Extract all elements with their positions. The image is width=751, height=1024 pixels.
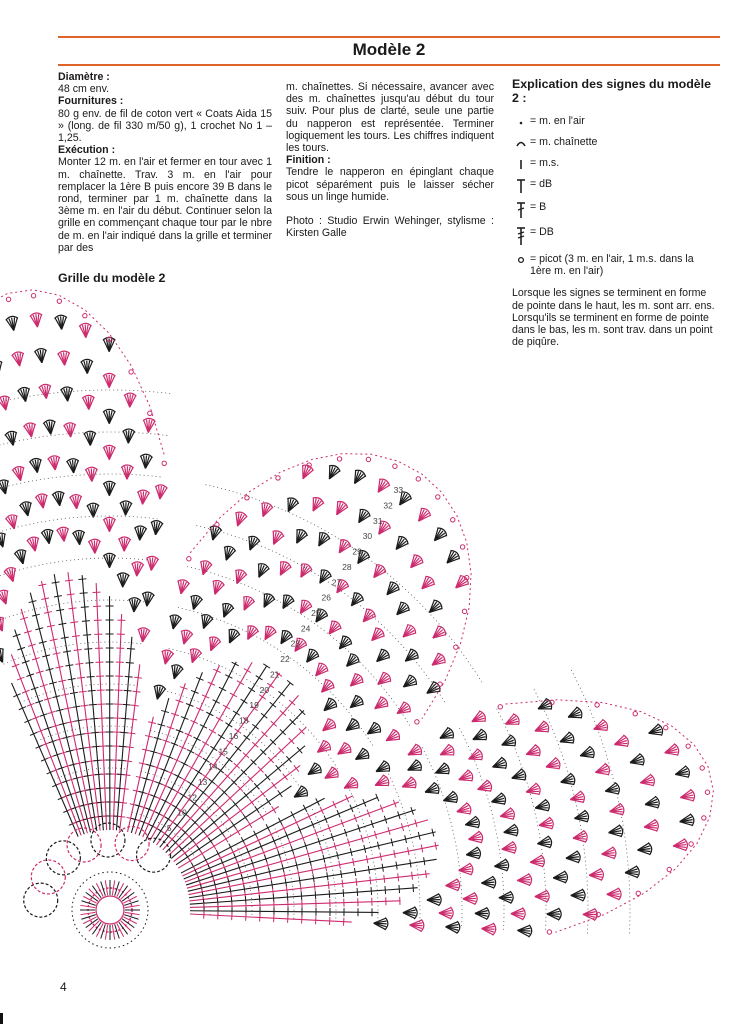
round-label: 18 (239, 715, 249, 726)
finish-heading: Finition : (286, 154, 331, 167)
finish-text: Tendre le napperon en épinglant chaque picot séparément puis le laisser sécher sous un linge humide. (286, 166, 494, 203)
round-label: 12 (187, 792, 197, 803)
supplies-heading: Fournitures : (58, 95, 124, 108)
supplies-text: 80 g env. de fil de coton vert « Coats Aida 15 » (long. de fil 330 m/50 g), 1 crochet No 1 – 1,25. (58, 107, 272, 145)
diameter-text: 48 cm env. (58, 83, 110, 96)
legend-item-slip-stitch: = m. chaînette (512, 136, 717, 150)
grid-title: Grille du modèle 2 (58, 271, 166, 285)
round-label: 15 (218, 746, 228, 757)
round-label: 19 (249, 700, 259, 711)
round-label: 29 (352, 546, 362, 557)
round-label: 5 (166, 823, 172, 834)
round-label: 13 (197, 777, 208, 788)
execution-heading: Exécution : (58, 144, 116, 157)
legend-item-single-crochet: = m.s. (512, 157, 717, 171)
page-title: Modèle 2 (352, 40, 426, 59)
execution-text-1: Monter 12 m. en l'air et fermer en tour avec 1 m. chaînette. Trav. 3 m. en l'air pour remplacer la 1ère B puis encore 39 B dans le rond, terminer par 1 m. chaînette dans la 3ème m. en l'air du début. Continuer selon la grille en commençant chaque tour par le nbre de m. en l'air indiqué dans la grille et terminer par des (58, 156, 272, 254)
round-label: 25 (311, 608, 321, 619)
legend-item-double-crochet: = B (512, 201, 717, 219)
legend-item-picot: = picot (3 m. en l'air, 1 m.s. dans la 1ère m. en l'air) (512, 253, 717, 277)
corner-mark (0, 1013, 3, 1024)
round-label: 10 (177, 807, 187, 818)
execution-text-2: m. chaînettes. Si nécessaire, avancer avec des m. chaînettes jusqu'au début du tour suiv. Pour plus de clarté, seule une partie du napperon est représentée. Terminer logiquement les tours. Les chiffres indiquent les tours. (286, 81, 494, 155)
round-label: 27 (331, 577, 342, 588)
round-label: 33 (393, 485, 404, 496)
page-number: 4 (60, 980, 67, 994)
round-label: 28 (342, 561, 352, 572)
legend-title: Explication des signes du modèle 2 : (512, 77, 711, 105)
round-label: 16 (228, 730, 239, 741)
round-label: 20 (259, 684, 270, 695)
round-label: 24 (300, 623, 311, 634)
round-label: 23 (290, 638, 301, 649)
round-label: 22 (280, 654, 290, 665)
diameter-heading: Diamètre : (58, 71, 110, 83)
round-label: 26 (321, 592, 331, 603)
legend-item-half-double: = dB (512, 178, 717, 194)
legend-item-chain: = m. en l'air (512, 115, 717, 129)
round-label: 21 (269, 669, 280, 680)
round-label: 31 (373, 515, 383, 526)
round-label: 32 (383, 500, 393, 511)
round-label: 14 (208, 761, 218, 772)
legend-item-treble: = DB (512, 226, 717, 246)
credit-text: Photo : Studio Erwin Wehinger, stylisme : Kirsten Galle (286, 215, 494, 240)
round-label: 30 (362, 531, 373, 542)
legend-notes: Lorsque les signes se terminent en forme de pointe dans le haut, les m. sont arr. ens. Lorsqu'ils se terminent en forme de pointe dans le bas, les m. sont trav. dans un point de piqûre. (512, 287, 715, 349)
